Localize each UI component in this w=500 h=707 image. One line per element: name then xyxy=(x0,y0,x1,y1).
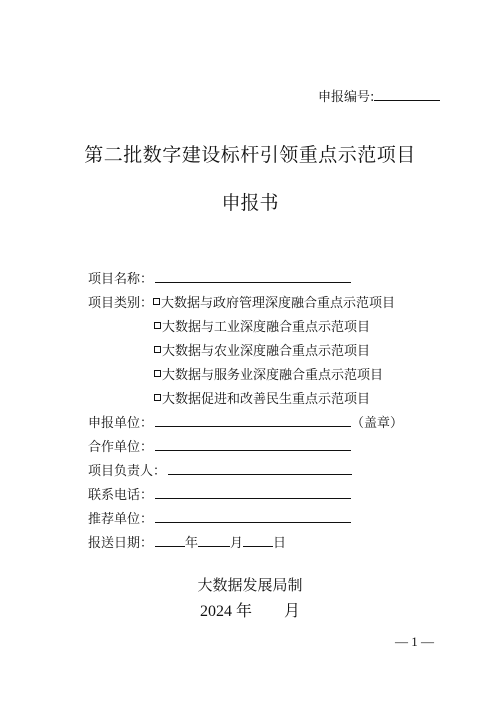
category-option xyxy=(154,364,383,383)
project-name-blank[interactable] xyxy=(155,269,351,283)
seal-note: （盖章） xyxy=(351,416,404,431)
project-lead-row xyxy=(88,460,352,479)
submission-date-row xyxy=(88,532,286,551)
category-option xyxy=(154,340,370,359)
issuer: 大数据发展局制 xyxy=(197,576,303,594)
phone-label: 联系电话： xyxy=(88,488,154,503)
checkbox-icon[interactable] xyxy=(154,370,161,377)
date-month-blank[interactable] xyxy=(198,533,230,547)
project-lead-label: 项目负责人： xyxy=(88,464,167,479)
category-option-label: 大数据促进和改善民生重点示范项目 xyxy=(162,392,371,407)
date-label: 报送日期： xyxy=(88,536,154,551)
issue-date: 2024 年 月 xyxy=(199,603,300,620)
checkbox-icon[interactable] xyxy=(154,322,161,329)
date-month-unit: 月 xyxy=(230,536,244,551)
date-year-blank[interactable] xyxy=(155,533,185,547)
recommender-label: 推荐单位： xyxy=(88,512,154,527)
category-option xyxy=(154,388,370,407)
applicant-row xyxy=(88,412,403,431)
application-number-label: 申报编号: xyxy=(318,90,375,105)
phone-blank[interactable] xyxy=(155,485,351,499)
date-day-unit: 日 xyxy=(273,536,287,551)
document-title: 第二批数字建设标杆引领重点示范项目 xyxy=(84,144,416,166)
date-day-blank[interactable] xyxy=(243,533,273,547)
project-lead-blank[interactable] xyxy=(168,461,352,475)
category-option-label: 大数据与服务业深度融合重点示范项目 xyxy=(162,368,384,383)
checkbox-icon[interactable] xyxy=(154,346,161,353)
category-option-label: 大数据与工业深度融合重点示范项目 xyxy=(162,320,371,335)
application-number-field xyxy=(318,86,440,105)
date-year-unit: 年 xyxy=(185,536,199,551)
partner-row xyxy=(88,436,351,455)
project-category-label: 项目类别： xyxy=(88,296,154,311)
partner-label: 合作单位： xyxy=(88,440,154,455)
category-option-label: 大数据与政府管理深度融合重点示范项目 xyxy=(161,296,396,311)
application-number-blank[interactable] xyxy=(374,88,440,101)
document-subtitle: 申报书 xyxy=(221,192,279,214)
project-category-row xyxy=(88,292,395,311)
recommender-blank[interactable] xyxy=(155,509,351,523)
category-option-label: 大数据与农业深度融合重点示范项目 xyxy=(162,344,371,359)
applicant-blank[interactable] xyxy=(155,413,351,427)
category-option xyxy=(154,316,370,335)
applicant-label: 申报单位： xyxy=(88,416,154,431)
page-number: — 1 — xyxy=(395,634,434,649)
project-name-label: 项目名称： xyxy=(88,272,154,287)
checkbox-icon[interactable] xyxy=(153,298,160,305)
recommender-row xyxy=(88,508,351,527)
phone-row xyxy=(88,484,351,503)
project-name-row xyxy=(88,268,351,287)
partner-blank[interactable] xyxy=(155,437,351,451)
checkbox-icon[interactable] xyxy=(154,394,161,401)
